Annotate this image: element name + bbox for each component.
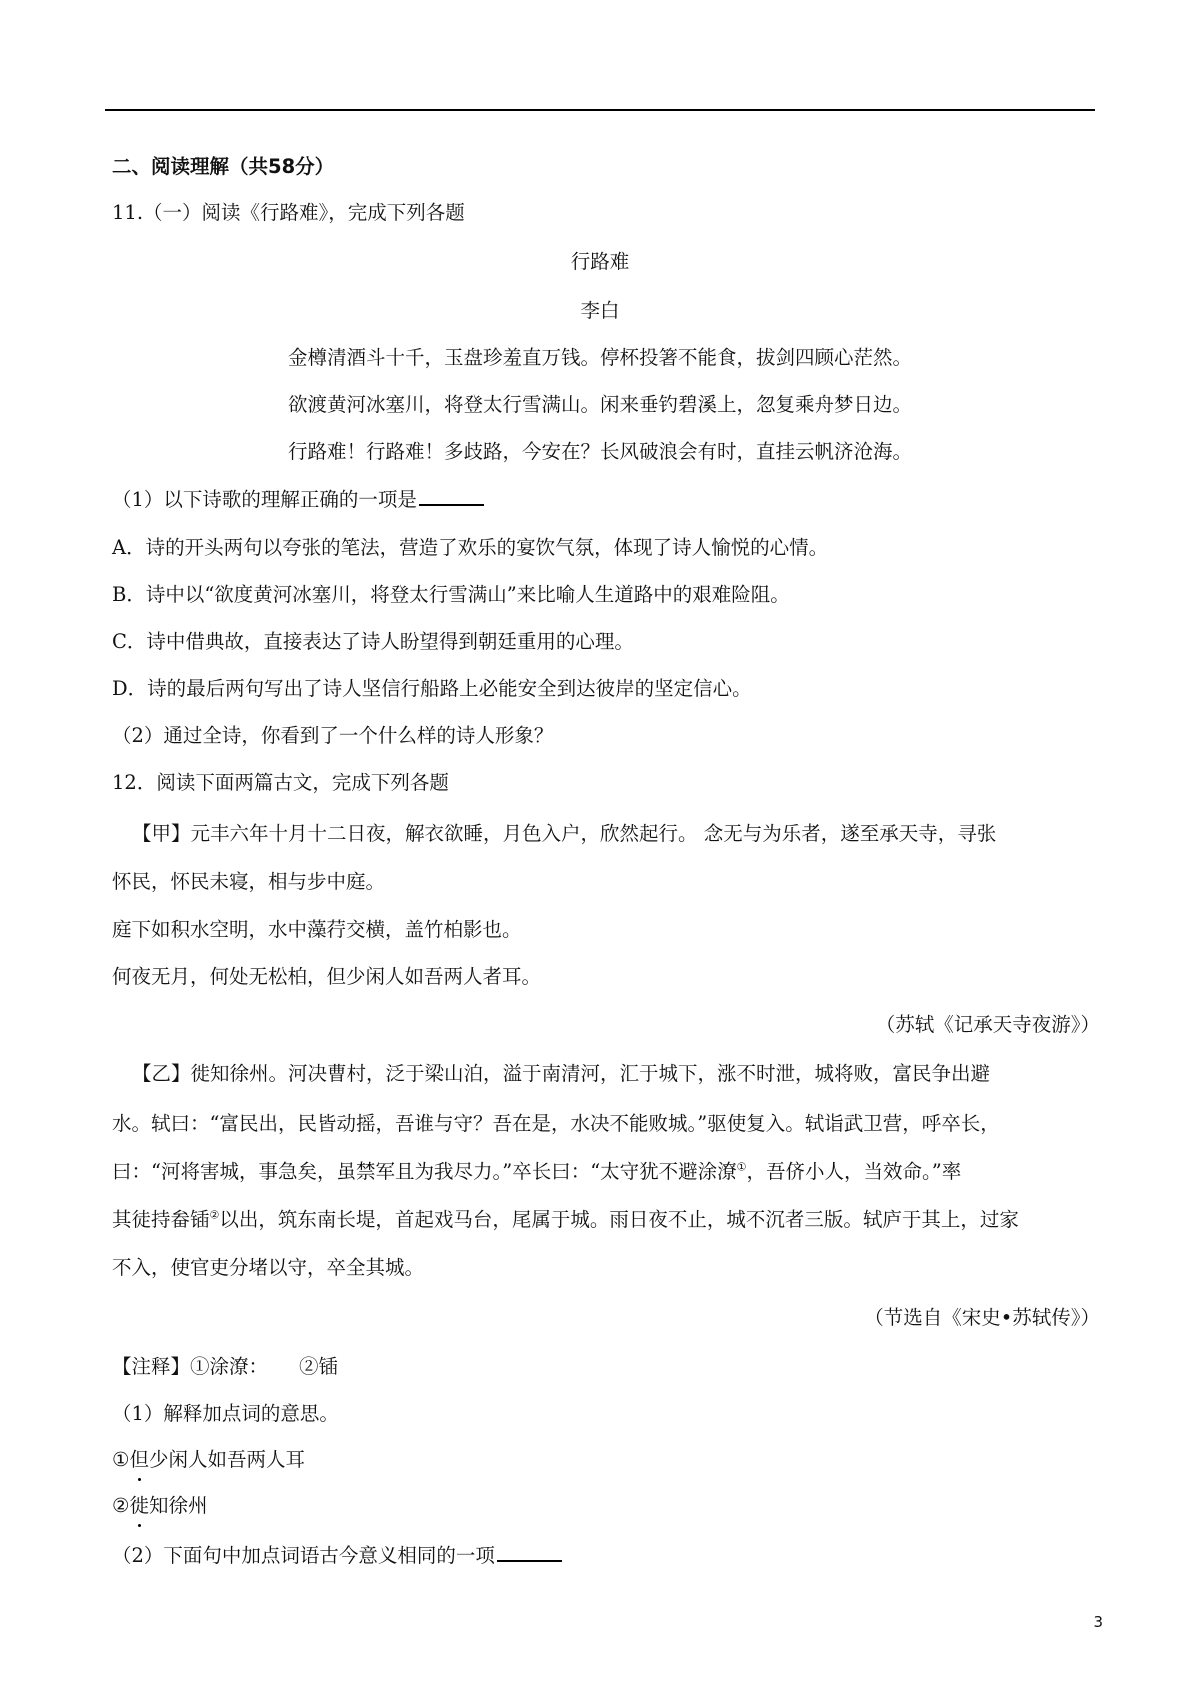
yi-line-part: 以出，筑东南长堤，首起戏马台，尾属于城。雨日夜不止，城不沉者三版。轼庐于其上，过家 (219, 1208, 1019, 1231)
notes: 【注释】①涂潦： ②锸 (112, 1355, 338, 1378)
footnote-ref-1: ① (736, 1160, 747, 1174)
q12-sub2 (112, 1542, 562, 1569)
yi-line: 不入，使官吏分堵以守，卒全其城。 (112, 1256, 425, 1279)
yi-line: 水。轼曰：“富民出，民皆动摇，吾谁与守？吾在是，水决不能败城。”驱使复入。轼诣武卫营，呼卒长， (112, 1112, 1000, 1135)
option-b: B．诗中以“欲度黄河冰塞川，将登太行雪满山”来比喻人生道路中的艰难险阻。 (112, 583, 790, 606)
q12-sub1: （1）解释加点词的意思。 (112, 1402, 339, 1425)
q12-stem: 12．阅读下面两篇古文，完成下列各题 (112, 771, 449, 794)
q11-stem: 11.（一）阅读《行路难》，完成下列各题 (112, 201, 465, 224)
item-text: 少闲人如吾两人耳 (149, 1448, 306, 1471)
answer-blank[interactable] (497, 1542, 562, 1562)
poem-author: 李白 (580, 299, 620, 322)
item-text: 知徐州 (149, 1494, 208, 1517)
jia-line: 怀民，怀民未寝，相与步中庭。 (112, 870, 386, 893)
option-a: A．诗的开头两句以夸张的笔法，营造了欢乐的宴饮气氛，体现了诗人愉悦的心情。 (112, 536, 829, 559)
footnote-ref-2: ② (209, 1208, 220, 1222)
dotted-word: 徙 (129, 1494, 149, 1517)
option-d: D．诗的最后两句写出了诗人坚信行船路上必能安全到达彼岸的坚定信心。 (112, 677, 752, 700)
option-c: C．诗中借典故，直接表达了诗人盼望得到朝廷重用的心理。 (112, 630, 634, 653)
poem-title: 行路难 (570, 250, 630, 273)
yi-line: 【乙】徙知徐州。河决曹村，泛于梁山泊，溢于南清河，汇于城下，涨不时泄，城将败，富民争出避 (132, 1062, 991, 1085)
jia-source: （苏轼《记承天寺夜游》） (875, 1013, 1100, 1036)
item-mark: ① (112, 1448, 130, 1471)
poem-line: 行路难！行路难！多歧路，今安在？长风破浪会有时，直挂云帆济沧海。 (287, 440, 912, 463)
poem-line: 金樽清酒斗十千，玉盘珍羞直万钱。停杯投箸不能食，拔剑四顾心茫然。 (287, 346, 912, 369)
q12-item-2 (112, 1493, 208, 1519)
yi-line (112, 1207, 1019, 1233)
section-heading: 二、阅读理解（共58分） (112, 155, 335, 178)
yi-line-part: 曰：“河将害城，事急矣，虽禁军且为我尽力。”卒长曰：“太守犹不避涂潦 (112, 1160, 737, 1183)
answer-blank[interactable] (419, 486, 484, 506)
q11-sub1-text: （1）以下诗歌的理解正确的一项是 (112, 488, 417, 511)
yi-line (112, 1159, 961, 1185)
q12-item-1 (112, 1447, 305, 1473)
page-number: 3 (1093, 1613, 1103, 1631)
q12-sub2-text: （2）下面句中加点词语古今意义相同的一项 (112, 1544, 495, 1567)
item-mark: ② (112, 1494, 130, 1517)
jia-line: 庭下如积水空明，水中藻荇交横，盖竹柏影也。 (112, 918, 522, 941)
yi-source: （节选自《宋史•苏轼传》） (864, 1306, 1100, 1329)
poem-line: 欲渡黄河冰塞川，将登太行雪满山。闲来垂钓碧溪上，忽复乘舟梦日边。 (287, 393, 912, 416)
jia-line: 何夜无月，何处无松柏，但少闲人如吾两人者耳。 (112, 965, 542, 988)
header-rule (105, 109, 1095, 111)
jia-line: 【甲】元丰六年十月十二日夜，解衣欲睡，月色入户，欣然起行。 念无与为乐者，遂至承天寺，寻张 (132, 822, 997, 845)
q11-sub2: （2）通过全诗，你看到了一个什么样的诗人形象？ (112, 724, 554, 747)
yi-line-part: ，吾侪小人，当效命。”率 (746, 1160, 962, 1183)
dotted-word: 但 (129, 1448, 149, 1471)
yi-line-part: 其徒持畚锸 (112, 1208, 210, 1231)
q11-sub1 (112, 486, 484, 513)
